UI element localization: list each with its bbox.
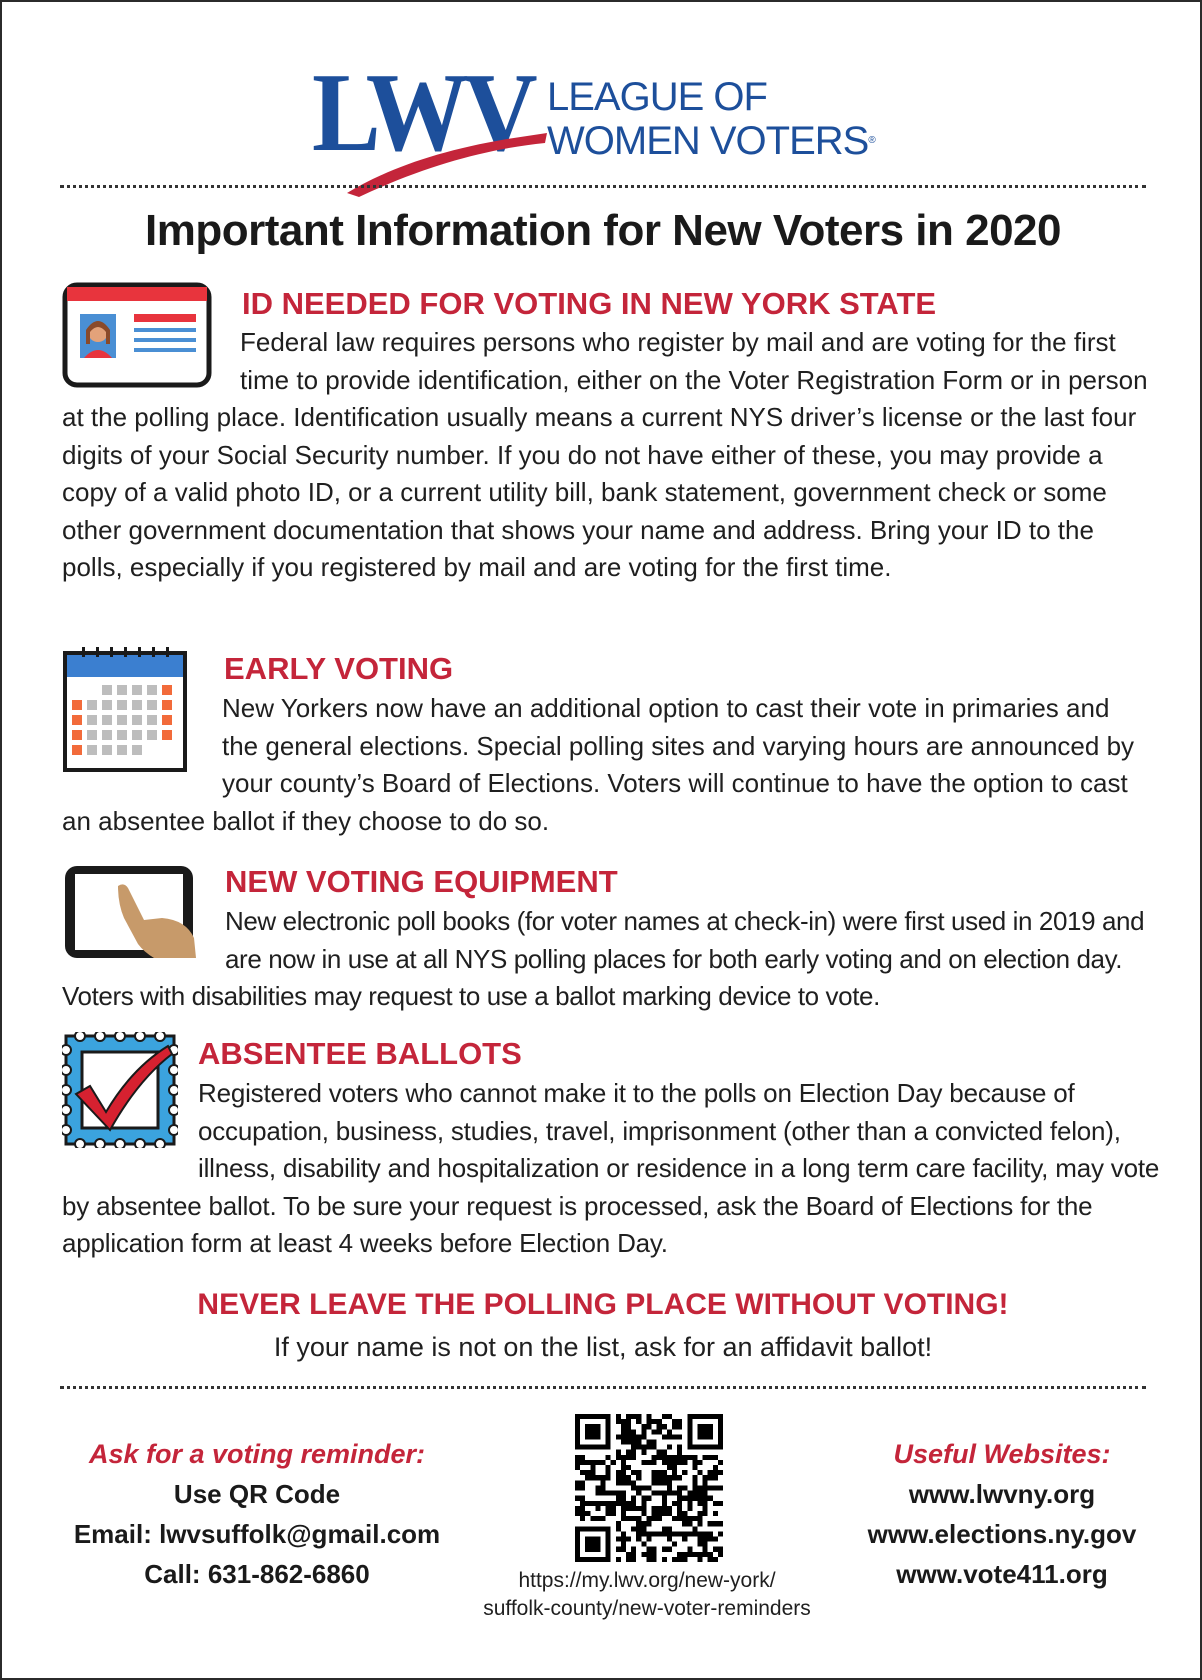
- icon-spacer: [62, 1075, 198, 1185]
- website-link[interactable]: www.lwvny.org: [908, 1479, 1096, 1509]
- logo-mark: LWV: [312, 51, 533, 175]
- id-body-text: Federal law requires persons who register by mail and are voting for the first time to provide identification, either on the Voter Registration Form or in person at the polling place. Identification usually means a current NYS driver’s license or the last four digits of your Social Security number. If you do not have either of these, you may provide a copy of a valid photo ID, or a current utility bill, bank statement, government check or some other government documentation that shows your name and address. Bring your ID to the polls, especially if you registered by mail and are voting for the first time.: [62, 327, 1148, 582]
- divider-top: [60, 185, 1146, 188]
- id-body: [62, 324, 1150, 587]
- section-absentee-ballots: [62, 1032, 1160, 1262]
- reminder-heading: Ask for a voting reminder:: [88, 1439, 426, 1469]
- absentee-heading: ABSENTEE BALLOTS: [198, 1036, 522, 1071]
- absentee-body: [62, 1075, 1160, 1263]
- voting-equipment-body-text: New electronic poll books (for voter names at check-in) were first used in 2019 and are now in use at all NYS polling places for both early voting and on election day. Voters with disabilities may request to use a ballot marking device to vote.: [62, 906, 1145, 1011]
- absentee-body-text: Registered voters who cannot make it to the polls on Election Day because of occupation, business, studies, travel, imprisonment (other than a convicted felon), illness, disability and hospitalization or residence in a long term care facility, may vote by absentee ballot. To be sure your request is processed, ask the Board of Elections for the application form at least 4 weeks before Election Day.: [62, 1078, 1160, 1258]
- logo-wordmark: [547, 75, 875, 163]
- id-heading: ID NEEDED FOR VOTING IN NEW YORK STATE: [242, 286, 937, 321]
- affidavit-note: If your name is not on the list, ask for an affidavit ballot!: [273, 1332, 933, 1362]
- page-title: Important Information for New Voters in 2020: [145, 206, 1061, 255]
- early-voting-body-text: New Yorkers now have an additional option to cast their vote in primaries and the general elections. Special polling sites and varying hours are announced by your county’s Board of Elections. Voters will continue to have the option to cast an absentee ballot if they choose to do so.: [62, 693, 1135, 836]
- website-link[interactable]: www.elections.ny.gov: [867, 1519, 1137, 1549]
- section-id-needed: [62, 282, 1150, 622]
- websites-heading: Useful Websites:: [893, 1439, 1111, 1469]
- reminder-qr-line: Use QR Code: [173, 1479, 341, 1509]
- qr-url-line-1: https://my.lwv.org/new-york/: [518, 1569, 776, 1592]
- divider-bottom: [60, 1386, 1146, 1389]
- voting-equipment-heading: NEW VOTING EQUIPMENT: [225, 864, 618, 899]
- registered-mark: ®: [868, 135, 875, 146]
- logo-line-2: [547, 119, 875, 163]
- early-voting-heading: EARLY VOTING: [224, 651, 454, 686]
- qr-code[interactable]: [575, 1414, 723, 1562]
- section-voting-equipment: [62, 860, 1150, 1010]
- icon-spacer: [62, 903, 225, 975]
- voting-equipment-body: [62, 903, 1162, 1016]
- qr-url-line-2: suffolk-county/new-voter-reminders: [483, 1597, 811, 1620]
- reminder-column: [52, 1434, 462, 1594]
- qr-url[interactable]: [432, 1567, 862, 1623]
- logo-line-1: LEAGUE OF: [547, 75, 767, 119]
- section-early-voting: [62, 647, 1150, 837]
- websites-column: [842, 1434, 1162, 1594]
- never-leave-callout: NEVER LEAVE THE POLLING PLACE WITHOUT VOTING!: [197, 1288, 1009, 1321]
- icon-spacer: [62, 690, 222, 800]
- icon-spacer: [62, 324, 240, 396]
- logo-line-2-text: WOMEN VOTERS: [547, 119, 869, 163]
- reminder-phone[interactable]: Call: 631-862-6860: [144, 1559, 370, 1589]
- reminder-email[interactable]: Email: lwvsuffolk@gmail.com: [73, 1519, 441, 1549]
- website-link[interactable]: www.vote411.org: [896, 1559, 1108, 1589]
- early-voting-body: [62, 690, 1150, 840]
